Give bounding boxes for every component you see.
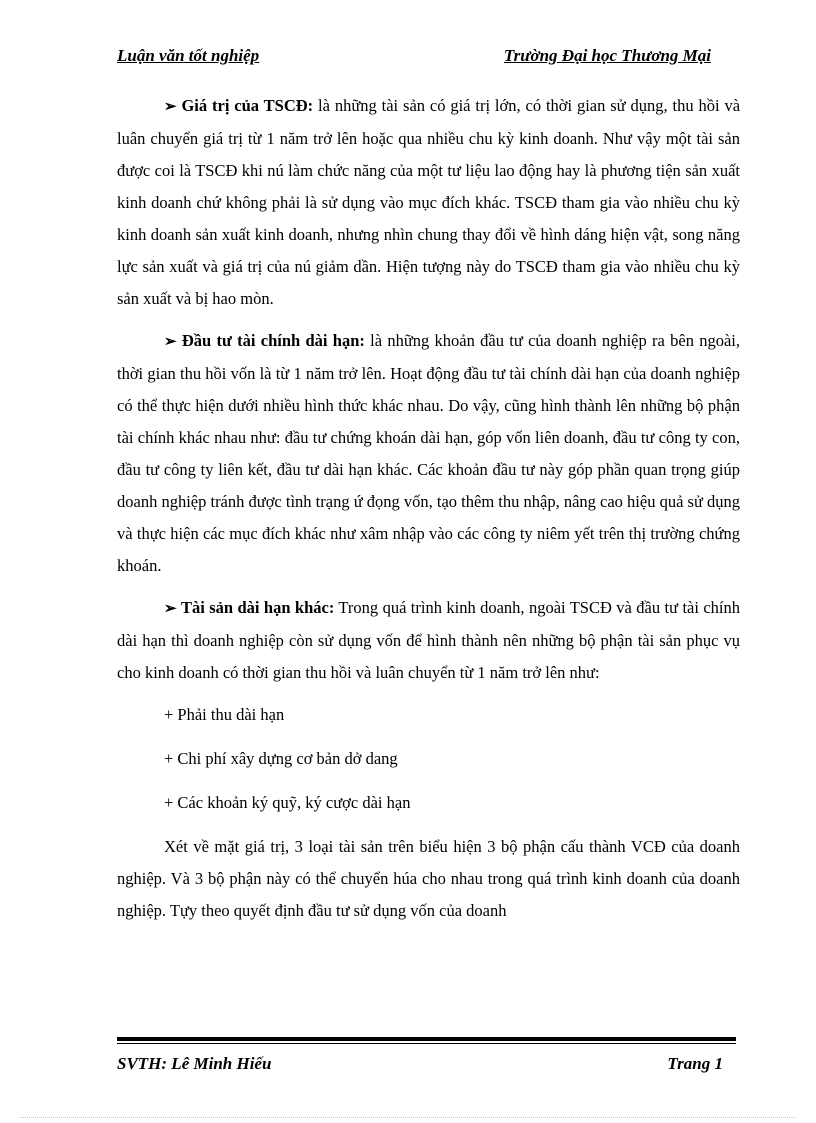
arrow-bullet-icon: ➢ xyxy=(164,601,177,617)
document-body xyxy=(117,90,740,937)
list-item: + Phải thu dài hạn xyxy=(164,705,285,724)
paragraph-text: là những tài sản có giá trị lớn, có thời gian sử dụng, thu hồi và luân chuyển giá trị từ 1 năm trở lên hoặc qua nhiều chu kỳ kinh doanh. Như vậy một tài sản được coi là TSCĐ khi nú làm chức năng của một tư liệu lao động hay là phương tiện sản xuất kinh doanh chứ không phải là sử dụng vào mục đích khác. TSCĐ tham gia vào nhiều chu kỳ kinh doanh sản xuất kinh doanh, nhưng nhìn chung thay đổi về hình dáng hiện vật, song năng lực sản xuất và giá trị của nú giảm dần. Hiện tượng này do TSCĐ tham gia vào nhiều chu kỳ sản xuất và bị hao mòn. xyxy=(117,96,741,308)
list-item: + Chi phí xây dựng cơ bản dở dang xyxy=(164,749,398,768)
page-edge-dotted-line xyxy=(20,1117,796,1118)
paragraph-text: Trong quá trình kinh doanh, ngoài TSCĐ và đầu tư tài chính dài hạn thì doanh nghiệp còn sử dụng vốn để hình thành nên những bộ phận tài sản phục vụ cho kinh doanh có thời gian thu hồi và luân chuyển từ 1 năm trở lên như: xyxy=(117,598,740,682)
header-thesis-title: Luận văn tốt nghiệp xyxy=(117,46,260,65)
header-university: Trường Đại học Thương Mại xyxy=(503,46,711,65)
footer-student-name: SVTH: Lê Minh Hiếu xyxy=(117,1054,272,1073)
list-item: + Các khoản ký quỹ, ký cược dài hạn xyxy=(164,793,411,812)
paragraph-text: là những khoản đầu tư của doanh nghiệp ra bên ngoài, thời gian thu hồi vốn là từ 1 năm trở lên. Hoạt động đầu tư tài chính dài hạn của doanh nghiệp có thể thực hiện dưới nhiều hình thức khác nhau. Do vậy, cũng hình thành lên những bộ phận tài chính khác nhau như: đầu tư chứng khoán dài hạn, góp vốn liên doanh, đầu tư công ty con, đầu tư công ty liên kết, đầu tư dài hạn khác. Các khoản đầu tư này góp phần quan trọng giúp doanh nghiệp tránh được tình trạng ứ đọng vốn, tạo thêm thu nhập, nâng cao hiệu quả sử dụng và thực hiện các mục đích khác như xâm nhập vào các công ty niêm yết trên thị trường chứng khoán. xyxy=(117,331,741,575)
arrow-bullet-icon: ➢ xyxy=(164,99,177,115)
paragraph-long-term-investment xyxy=(117,325,740,582)
page-footer xyxy=(117,1054,723,1078)
term-other-long-term-assets: Tài sản dài hạn khác: xyxy=(180,598,335,617)
term-long-term-investment: Đầu tư tài chính dài hạn: xyxy=(181,331,365,350)
arrow-bullet-icon: ➢ xyxy=(164,334,177,350)
footer-divider-thick xyxy=(117,1037,736,1041)
page-header xyxy=(117,46,711,70)
paragraph-value-summary: Xét về mặt giá trị, 3 loại tài sản trên biểu hiện 3 bộ phận cấu thành VCĐ của doanh nghiệp. Và 3 bộ phận này có thể chuyển húa cho nhau trong quá trình kinh doanh của doanh nghiệp. Tựy theo quyết định đầu tư sử dụng vốn của doanh xyxy=(117,837,740,920)
paragraph-other-long-term-assets xyxy=(117,592,740,689)
footer-page-number: Trang 1 xyxy=(667,1054,723,1073)
paragraph-fixed-assets xyxy=(117,90,740,315)
term-fixed-assets: Giá trị của TSCĐ: xyxy=(181,96,314,115)
footer-divider-thin xyxy=(117,1043,736,1044)
